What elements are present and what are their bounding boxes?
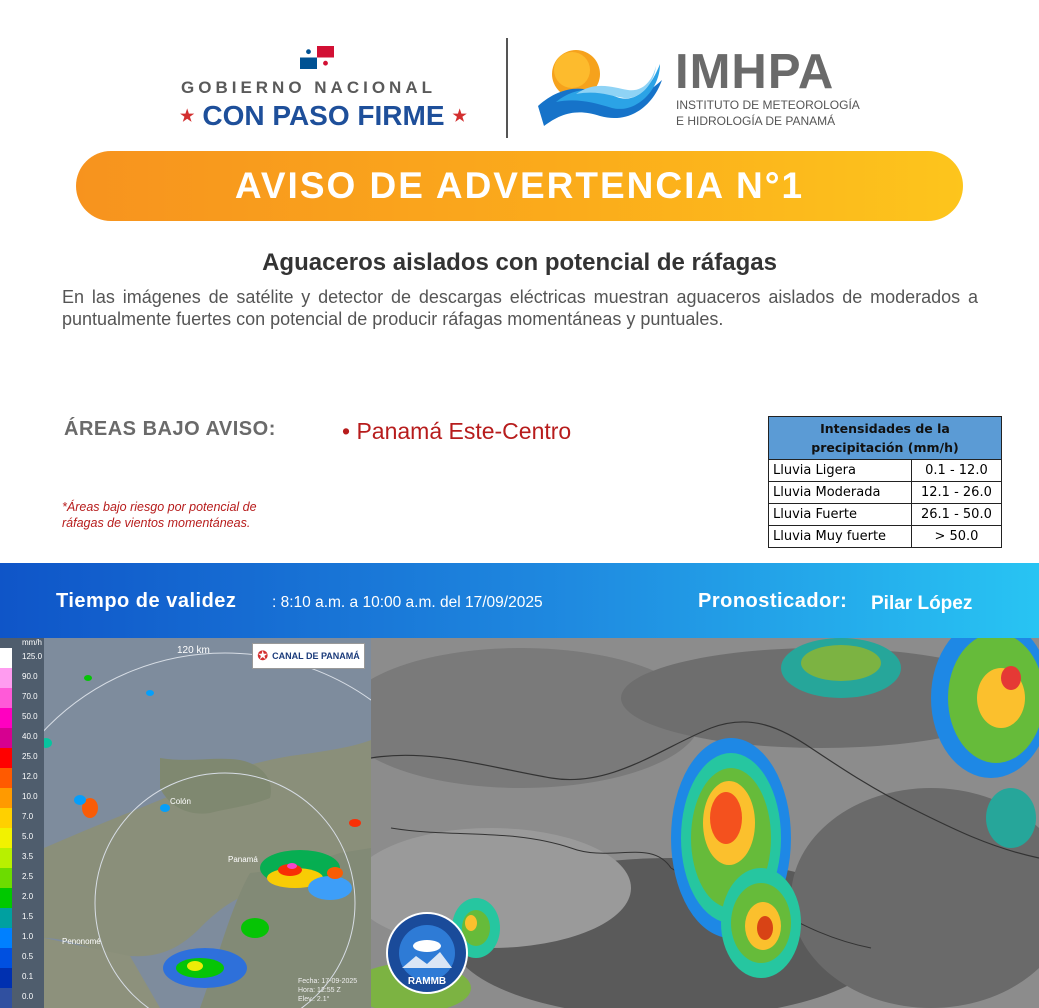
legend-swatch xyxy=(0,688,12,708)
legend-value: 0.1 xyxy=(22,972,34,981)
government-name: GOBIERNO NACIONAL xyxy=(181,78,436,97)
area-item: • Panamá Este-Centro xyxy=(342,418,572,444)
legend-swatch xyxy=(0,888,12,908)
place-label: Colón xyxy=(170,797,191,806)
legend-swatch xyxy=(0,968,12,988)
legend-value: 1.0 xyxy=(22,932,34,941)
table-header: Intensidades de la precipitación (mm/h) xyxy=(769,417,1002,460)
canal-de-panama-logo xyxy=(252,643,365,669)
risk-note: *Áreas bajo riesgo por potencial de ráfagas de vientos momentáneas. xyxy=(62,500,257,530)
legend-value: 25.0 xyxy=(22,752,38,761)
legend-value: 3.5 xyxy=(22,852,34,861)
table-cell-value: 0.1 - 12.0 xyxy=(911,460,1001,482)
star-icon: ✪ xyxy=(257,648,269,663)
areas-label: ÁREAS BAJO AVISO: xyxy=(64,418,276,440)
warning-title: AVISO DE ADVERTENCIA N°1 xyxy=(234,165,805,206)
legend-unit: mm/h xyxy=(22,638,42,647)
legend-value: 0.5 xyxy=(22,952,34,961)
legend-value: 2.0 xyxy=(22,892,34,901)
legend-swatch xyxy=(0,808,12,828)
panama-flag-icon xyxy=(300,46,334,69)
legend-swatch xyxy=(0,728,12,748)
radar-elevation: Elev.: 2.1° xyxy=(298,996,330,1003)
legend-swatch xyxy=(0,828,12,848)
star-icon: ★ xyxy=(180,108,195,125)
legend-swatch xyxy=(0,708,12,728)
legend-value: 40.0 xyxy=(22,732,38,741)
legend-swatch xyxy=(0,648,12,668)
alert-description: En las imágenes de satélite y detector de descargas eléctricas muestran aguaceros aislados de moderados a puntualmente fuertes con potencial de producir ráfagas momentáneas y puntuales. xyxy=(62,287,978,329)
radar-image xyxy=(0,638,371,1008)
radar-legend xyxy=(0,638,44,1008)
warning-banner xyxy=(76,151,963,221)
table-cell-label: Lluvia Ligera xyxy=(769,460,912,482)
legend-swatch xyxy=(0,768,12,788)
rammb-logo-text: RAMMB xyxy=(407,976,447,987)
table-cell-value: > 50.0 xyxy=(911,526,1001,548)
validity-value: : 8:10 a.m. a 10:00 a.m. del 17/09/2025 xyxy=(272,594,543,611)
institute-subtitle-line2: E HIDROLOGÍA DE PANAMÁ xyxy=(676,114,836,128)
forecaster-name: Pilar López xyxy=(871,593,973,614)
institute-subtitle-line1: INSTITUTO DE METEOROLOGÍA xyxy=(676,98,860,112)
legend-value: 90.0 xyxy=(22,672,38,681)
forecaster-label: Pronosticador: xyxy=(698,590,848,612)
legend-swatch xyxy=(0,668,12,688)
legend-swatch xyxy=(0,748,12,768)
table-row xyxy=(769,482,1002,504)
radar-info xyxy=(298,977,357,1004)
place-label: Penonomé xyxy=(62,937,101,946)
government-slogan xyxy=(180,100,480,132)
precipitation-intensity-table xyxy=(768,416,1002,548)
validity-label: Tiempo de validez xyxy=(56,590,237,612)
radar-date: Fecha: 17-09-2025 xyxy=(298,978,358,985)
legend-value: 1.5 xyxy=(22,912,34,921)
table-row xyxy=(769,526,1002,548)
table-cell-label: Lluvia Moderada xyxy=(769,482,912,504)
legend-swatch xyxy=(0,868,12,888)
legend-value: 7.0 xyxy=(22,812,34,821)
table-cell-value: 26.1 - 50.0 xyxy=(911,504,1001,526)
legend-value: 50.0 xyxy=(22,712,38,721)
alert-subtitle: Aguaceros aislados con potencial de ráfagas xyxy=(262,249,777,276)
legend-swatch xyxy=(0,788,12,808)
legend-swatch xyxy=(0,928,12,948)
star-icon: ★ xyxy=(452,108,467,125)
legend-swatch xyxy=(0,988,12,1008)
legend-swatch xyxy=(0,908,12,928)
table-cell-label: Lluvia Muy fuerte xyxy=(769,526,912,548)
legend-value: 5.0 xyxy=(22,832,34,841)
satellite-map xyxy=(371,638,1039,1008)
government-slogan-text: CON PASO FIRME xyxy=(202,100,445,131)
legend-value: 2.5 xyxy=(22,872,34,881)
header-divider xyxy=(506,38,508,138)
table-row xyxy=(769,460,1002,482)
table-header-row xyxy=(769,417,1002,460)
legend-value: 70.0 xyxy=(22,692,38,701)
legend-value: 125.0 xyxy=(22,652,43,661)
radar-range-label: 120 km xyxy=(177,645,210,656)
canal-logo-text: CANAL DE PANAMÁ xyxy=(272,651,360,661)
legend-swatch xyxy=(0,948,12,968)
satellite-image xyxy=(371,638,1039,1008)
legend-value: 12.0 xyxy=(22,772,38,781)
imhpa-logo-icon xyxy=(536,44,664,132)
table-cell-value: 12.1 - 26.0 xyxy=(911,482,1001,504)
radar-map xyxy=(0,638,371,1008)
legend-value: 0.0 xyxy=(22,992,34,1001)
table-cell-label: Lluvia Fuerte xyxy=(769,504,912,526)
legend-value: 10.0 xyxy=(22,792,38,801)
table-row xyxy=(769,504,1002,526)
place-label: Panamá xyxy=(228,855,258,864)
institute-name: IMHPA xyxy=(675,45,835,99)
rammb-logo-icon xyxy=(386,912,468,994)
radar-time: Hora: 12:55 Z xyxy=(298,987,341,994)
legend-swatch xyxy=(0,848,12,868)
